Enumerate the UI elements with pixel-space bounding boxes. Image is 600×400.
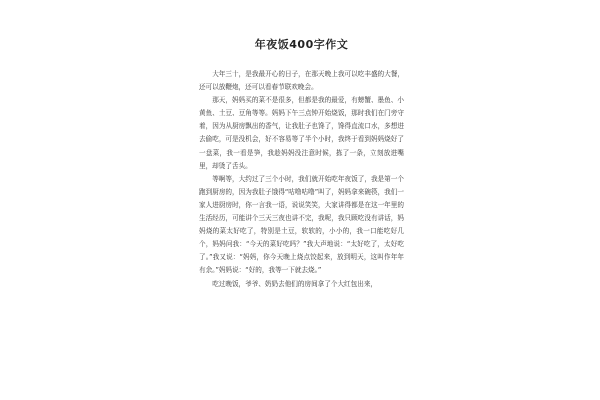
paragraph-3: 等啊等，大约过了三个小时，我们就开始吃年夜饭了，我是第一个跑到厨房的，因为我肚子饿得“咕噜咕噜”叫了，妈妈拿来碗筷，我们一家人进厨房时，你一言我一语，说说笑笑，大家讲得都是在这一年里的生活经历，可能讲个三天三夜也讲不完，我呢，我只顾吃没有讲话，妈妈烧的菜太好吃了，特别是土豆，软软的，小小的，我一口能吃好几个，妈妈问我：“今天的菜好吃吗？”我大声地说：“太好吃了，太好吃了。”我又说：“妈妈，你今天晚上烧点饺起来，放到明天，这叫作年年有余。”妈妈说：“好的，我等一下就去烧。” [199, 174, 404, 275]
document-body [199, 68, 404, 291]
paragraph-4: 吃过晚饭，爷爷、奶奶去他们的房间拿了个大红包出来， [212, 279, 378, 288]
document-title: 年夜饭400字作文 [254, 38, 349, 51]
paragraph-1: 大年三十，是我最开心的日子，在那天晚上我可以吃丰盛的大餐，还可以放鞭炮，还可以看春节联欢晚会。 [199, 70, 404, 92]
paragraph-2: 那天，妈妈买的菜不是很多，但都是我的最爱，有螃蟹、墨鱼、小黄鱼、土豆、豆角等等。妈妈下午三点钟开始烧饭，那时我们在门旁守着，因为从厨房飘出的香气，让我肚子也馋了，馋得直流口水，多想进去偷吃，可是没机会，好不容易等了半个小时，我终于看到妈妈烧好了一盘菜，我一看是笋，我趁妈妈没注意时候，拣了一条，立刻放进嘴里，却烫了舌头。 [199, 96, 404, 170]
document-page [199, 0, 404, 400]
